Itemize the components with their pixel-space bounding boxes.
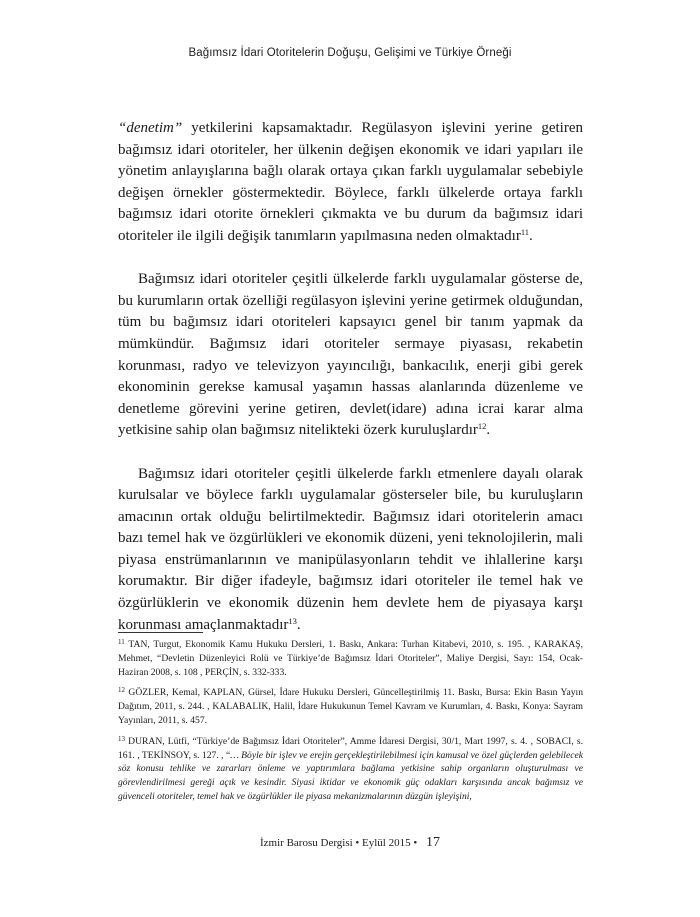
text-run: Bağımsız idari otoriteler çeşitli ülkelerde farklı uygulamalar gösterse de, bu kurumların ortak özelliği regülasyon işlevini yerine getirmek olduğundan, tüm bu bağımsız idari otoriteleri kapsayıcı genel bir tanım yapmak da mümkündür. Bağımsız idari otoriteler sermaye piyasası, rekabetin korunması, radyo ve televizyon yayıncılığı, bankacılık, enerji gibi gerek ekonominin gerekse kamusal yaşamın hassas alanlarında düzenleme ve denetleme görevini yerine getiren, devlet(idare) adına icrai karar alma yetkisine sahip olan bağımsız nitelikteki özerk kuruluşlardır xyxy=(118,271,583,439)
paragraph xyxy=(118,464,583,637)
text-run: Bağımsız idari otoriteler çeşitli ülkelerde farklı etmenlere dayalı olarak kurulsalar ve böylece farklı uygulamalar gösterseler bile, bu kuruluşların amacının ortak olduğu belirtilmektedir. Bağımsız idari otoritelerin amacı bazı temel hak ve özgürlükleri ve ekonomik düzeni, yeni teknolojilerin, mali piyasa enstrümanlarının ve manipülasyonların tehdit ve ihlallerine karşı korumaktır. Bir diğer ifadeyle, bağımsız idari otoriteler ile temel hak ve özgürlüklerin ve ekonomik düzenin hem devlete hem de piyasaya karşı korunması amaçlanmaktadır xyxy=(118,465,583,633)
footnote-ref: 11 xyxy=(520,226,529,237)
running-head: Bağımsız İdari Otoritelerin Doğuşu, Gelişimi ve Türkiye Örneği xyxy=(188,47,512,59)
body-text xyxy=(118,118,583,636)
footnote xyxy=(118,686,583,727)
text-run: . xyxy=(529,227,533,244)
footnote-ref: 12 xyxy=(477,421,487,432)
italic-text: “denetim” xyxy=(118,120,183,136)
italic-text: … Böyle bir işlev ve erejin gerçekleştirilebilmesi için kamusal ve özel güçlerden gelebilecek söz konusu tehlike ve zararları önleme ve yaptırımlara bağlama yetkisine sahip organların oluşturulması ve görevlendirilmesi gereği açık ve kesindir. Siyasi iktidar ve ekonomik güç odakları karşısında ancak bağımsız ve güvenceli otoriteler, temel hak ve özgürlükler ile piyasa mekanizmalarının düzgün işleyişini, xyxy=(118,749,584,802)
footnote xyxy=(118,638,583,679)
text-run: DURAN, Lütfi, “Türkiye’de Bağımsız İdari Otoriteler”, Amme İdaresi Dergisi, 30/1, Mart 1997, s. 4. , SOBACI, s. 161. , TEKİNSOY, s. 127. , “ xyxy=(118,735,583,761)
text-run: . xyxy=(296,616,301,633)
footnotes xyxy=(118,638,583,804)
page-number: 17 xyxy=(425,835,440,850)
paragraph xyxy=(118,118,583,248)
footnote xyxy=(118,735,583,804)
paragraph xyxy=(118,269,583,442)
journal-name: İzmir Barosu Dergisi • Eylül 2015 • xyxy=(260,837,418,849)
text-run: TAN, Turgut, Ekonomik Kamu Hukuku Dersleri, 1. Baskı, Ankara: Turhan Kitabevi, 2010, s. 195. , KARAKAŞ, Mehmet, “Devletin Düzenleyici Rolü ve Türkiye’de Bağımsız İdari Otoriteler”, Maliye Dergisi, Sayı: 154, Ocak-Haziran 2008, s. 108 , PERÇİN, s. 332-333. xyxy=(118,639,583,678)
footnote-ref: 13 xyxy=(288,615,297,626)
page-footer xyxy=(0,835,700,851)
text-run: yetkilerini kapsamaktadır. Regülasyon işlevini yerine getiren bağımsız idari otoriteler, her ülkenin değişen ekonomik ve idari yapıları ile yönetim anlayışlarına bağlı olarak ortaya çıkan farklı uygulamalar sebebiyle değişen örnekler göstermektedir. Böylece, farklı ülkelerde ortaya farklı bağımsız idari otorite örnekleri çıkmakta ve bu durum da bağımsız idari otoriteler ile ilgili değişik tanımların yapılmasına neden olmaktadır xyxy=(118,120,583,244)
text-run: GÖZLER, Kemal, KAPLAN, Gürsel, İdare Hukuku Dersleri, Güncelleştirilmiş 11. Baskı, Bursa: Ekin Basın Yayın Dağıtım, 2011, s. 244. , KALABALIK, Halil, İdare Hukukunun Temel Kavram ve Kurumları, 4. Baskı, Konya: Sayram Yayınları, 2011, s. 457. xyxy=(118,687,583,726)
footnote-divider xyxy=(118,632,203,633)
footnote-ref: 11 xyxy=(118,638,125,646)
footnote-ref: 13 xyxy=(118,734,125,743)
footnote-ref: 12 xyxy=(118,686,125,695)
text-run: . xyxy=(486,422,491,439)
